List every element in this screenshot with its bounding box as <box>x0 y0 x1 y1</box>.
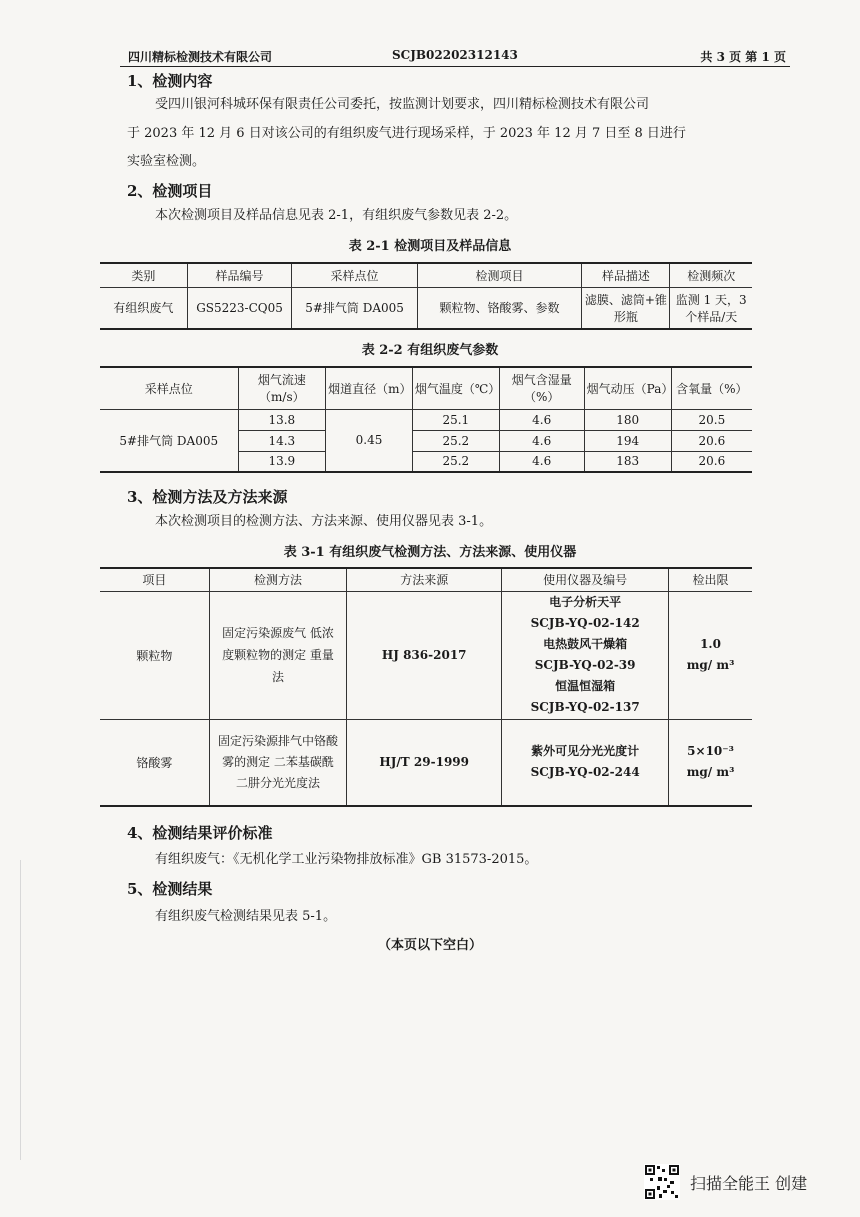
section-5-title: 5、检测结果 <box>127 880 213 898</box>
section-4-text: 有组织废气：《无机化学工业污染物排放标准》GB 31573-2015。 <box>155 852 538 867</box>
table-header-cell: 检测方法 <box>209 568 346 591</box>
table-header-cell: 烟气流速（m/s） <box>238 367 326 409</box>
table-header-cell: 样品编号 <box>187 263 292 287</box>
section-1-line-1: 受四川银河科城环保有限责任公司委托，按监测计划要求，四川精标检测技术有限公司 <box>155 97 650 112</box>
limit-value: 1.0 <box>700 637 721 651</box>
category-cell: 有组织废气 <box>100 287 187 329</box>
section-1-title: 1、检测内容 <box>127 72 213 90</box>
table-2-1 <box>100 262 752 330</box>
table-row <box>100 287 752 329</box>
table-header-cell: 含氧量（%） <box>671 367 752 409</box>
table-row <box>100 719 752 806</box>
table-header-cell: 检出限 <box>669 568 752 591</box>
point-cell: 5#排气筒 DA005 <box>292 287 417 329</box>
limit-unit: mg/ m³ <box>686 765 735 780</box>
table-header-cell: 检测频次 <box>670 263 752 287</box>
diameter-cell: 0.45 <box>326 409 413 472</box>
instruments-cell <box>502 719 669 806</box>
table-header-row <box>100 367 752 409</box>
description-cell: 滤膜、滤筒+锥形瓶 <box>582 287 670 329</box>
blank-below-note: （本页以下空白） <box>377 938 482 953</box>
instrument-line: SCJB-YQ-02-142 <box>530 616 640 630</box>
table-row <box>100 591 752 719</box>
instrument-line: SCJB-YQ-02-39 <box>534 658 636 672</box>
table-header-row <box>100 263 752 287</box>
section-2-title: 2、检测项目 <box>127 182 213 200</box>
section-3-intro: 本次检测项目的检测方法、方法来源、使用仪器见表 3-1。 <box>155 514 493 529</box>
header-report-no: SCJB02202312143 <box>392 48 518 62</box>
table-3-1 <box>100 567 752 807</box>
temperature-cell: 25.2 <box>412 451 499 472</box>
instrument-line: 紫外可见分光光度计 <box>531 744 640 759</box>
table-2-2 <box>100 366 752 473</box>
temperature-cell: 25.2 <box>412 430 499 451</box>
header-company: 四川精标检测技术有限公司 <box>128 50 273 64</box>
instrument-line: 恒温恒湿箱 <box>555 679 616 693</box>
header-pages: 共 3 页 第 1 页 <box>700 50 786 64</box>
pressure-cell: 180 <box>584 409 671 430</box>
source-cell: HJ 836-2017 <box>347 591 502 719</box>
oxygen-cell: 20.5 <box>671 409 752 430</box>
instrument-line: SCJB-YQ-02-244 <box>530 765 640 780</box>
table-2-2-caption: 表 2-2 有组织废气参数 <box>361 343 499 358</box>
frequency-cell: 监测 1 天，3 个样品/天 <box>670 287 752 329</box>
section-1-line-2: 于 2023 年 12 月 6 日对该公司的有组织废气进行现场采样，于 2023 年 12 月 7 日至 8 日进行 <box>127 126 686 141</box>
humidity-cell: 4.6 <box>499 451 584 472</box>
table-header-cell: 采样点位 <box>292 263 417 287</box>
item-cell: 颗粒物 <box>100 591 209 719</box>
table-header-cell: 类别 <box>100 263 187 287</box>
temperature-cell: 25.1 <box>412 409 499 430</box>
section-4-title: 4、检测结果评价标准 <box>127 824 273 842</box>
sample-no-cell: GS5223-CQ05 <box>187 287 292 329</box>
flow-velocity-cell: 13.9 <box>238 451 326 472</box>
flow-velocity-cell: 13.8 <box>238 409 326 430</box>
qr-code-icon <box>644 1164 680 1200</box>
table-header-cell: 采样点位 <box>100 367 238 409</box>
flow-velocity-cell: 14.3 <box>238 430 326 451</box>
humidity-cell: 4.6 <box>499 409 584 430</box>
section-3-title: 3、检测方法及方法来源 <box>127 488 288 506</box>
limit-cell <box>669 591 752 719</box>
source-cell: HJ/T 29-1999 <box>347 719 502 806</box>
table-header-cell: 烟气含湿量（%） <box>499 367 584 409</box>
pressure-cell: 194 <box>584 430 671 451</box>
section-2-intro: 本次检测项目及样品信息见表 2-1，有组织废气参数见表 2-2。 <box>155 208 518 223</box>
table-header-cell: 方法来源 <box>347 568 502 591</box>
table-header-cell: 使用仪器及编号 <box>502 568 669 591</box>
section-1-line-3: 实验室检测。 <box>127 154 206 169</box>
oxygen-cell: 20.6 <box>671 451 752 472</box>
table-header-cell: 检测项目 <box>417 263 582 287</box>
table-header-cell: 烟气动压（Pa） <box>584 367 671 409</box>
page-header <box>120 44 790 67</box>
table-3-1-caption: 表 3-1 有组织废气检测方法、方法来源、使用仪器 <box>283 545 577 560</box>
table-header-cell: 烟气温度（℃） <box>412 367 499 409</box>
table-header-cell: 烟道直径（m） <box>326 367 413 409</box>
limit-unit: mg/ m³ <box>686 658 735 672</box>
items-cell: 颗粒物、铬酸雾、参数 <box>417 287 582 329</box>
watermark-text: 扫描全能王 创建 <box>690 1174 808 1193</box>
table-row <box>100 409 752 430</box>
instrument-line: SCJB-YQ-02-137 <box>530 700 640 714</box>
pressure-cell: 183 <box>584 451 671 472</box>
method-cell: 固定污染源废气 低浓度颗粒物的测定 重量法 <box>209 591 346 719</box>
scanner-watermark <box>640 1162 840 1202</box>
section-5-text: 有组织废气检测结果见表 5-1。 <box>155 909 337 924</box>
limit-cell <box>669 719 752 806</box>
table-header-row <box>100 568 752 591</box>
table-2-1-caption: 表 2-1 检测项目及样品信息 <box>348 239 512 254</box>
instrument-line: 电热鼓风干燥箱 <box>543 637 628 651</box>
sampling-point-cell: 5#排气筒 DA005 <box>100 409 238 472</box>
method-cell: 固定污染源排气中铬酸雾的测定 二苯基碳酰二肼分光光度法 <box>209 719 346 806</box>
table-header-cell: 项目 <box>100 568 209 591</box>
instrument-line: 电子分析天平 <box>549 595 622 609</box>
table-header-cell: 样品描述 <box>582 263 670 287</box>
limit-value: 5×10⁻³ <box>687 744 734 759</box>
humidity-cell: 4.6 <box>499 430 584 451</box>
item-cell: 铬酸雾 <box>100 719 209 806</box>
instruments-cell <box>502 591 669 719</box>
scan-margin-line <box>20 860 21 1160</box>
oxygen-cell: 20.6 <box>671 430 752 451</box>
